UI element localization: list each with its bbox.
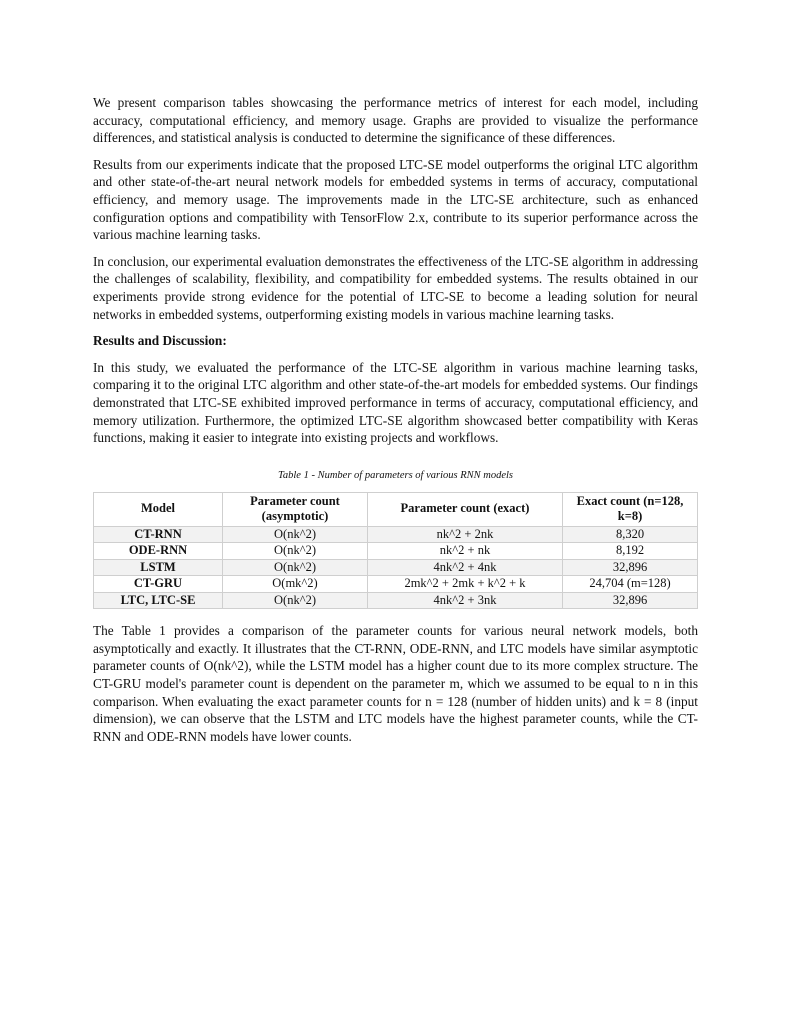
cell: O(nk^2) <box>223 559 368 576</box>
cell: O(nk^2) <box>223 592 368 609</box>
table-header: Parameter count (exact) <box>368 492 563 526</box>
cell: 4nk^2 + 3nk <box>368 592 563 609</box>
paragraph: In conclusion, our experimental evaluation demonstrates the effectiveness of the LTC-SE algorithm in addressing the challenges of scalability, flexibility, and compatibility for embedded systems. The results obtained in our experiments provide strong evidence for the potential of LTC-SE to become a leading solution for neural networks in embedded systems, outperforming existing models in various machine learning tasks. <box>93 253 698 322</box>
cell: CT-GRU <box>94 576 223 593</box>
cell: nk^2 + nk <box>368 543 563 560</box>
cell: O(mk^2) <box>223 576 368 593</box>
table-header: Exact count (n=128, k=8) <box>563 492 698 526</box>
table-header: Model <box>94 492 223 526</box>
table-row <box>94 576 698 593</box>
cell: 8,192 <box>563 543 698 560</box>
paragraph: We present comparison tables showcasing the performance metrics of interest for each model, including accuracy, computational efficiency, and memory usage. Graphs are provided to visualize the performance differences, and statistical analysis is conducted to determine the significance of these differences. <box>93 95 698 146</box>
paragraph: The Table 1 provides a comparison of the parameter counts for various neural network models, both asymptotically and exactly. It illustrates that the CT-RNN, ODE-RNN, and LTC models have similar asymptotic parameter counts of O(nk^2), while the LSTM model has a higher count due to its more complex structure. The CT-GRU model's parameter count is dependent on the parameter m, which we assumed to be equal to n in this comparison. When evaluating the exact parameter counts for n = 128 (number of hidden units) and k = 8 (input dimension), we can observe that the LSTM and LTC models have the highest parameter counts, while the CT-RNN and ODE-RNN models have lower counts. <box>93 623 698 744</box>
table-row <box>94 526 698 543</box>
parameters-table <box>93 492 698 610</box>
cell: 2mk^2 + 2mk + k^2 + k <box>368 576 563 593</box>
table-header: Parameter count (asymptotic) <box>223 492 368 526</box>
cell: 24,704 (m=128) <box>563 576 698 593</box>
cell: 8,320 <box>563 526 698 543</box>
paragraph: In this study, we evaluated the performance of the LTC-SE algorithm in various machine learning tasks, comparing it to the original LTC algorithm and other state-of-the-art models for embedded systems. Our findings demonstrated that LTC-SE exhibited improved performance in terms of accuracy, computational efficiency, and memory utilization. Furthermore, the optimized LTC-SE algorithm showcased better compatibility with Keras functions, making it easier to integrate into existing projects and workflows. <box>93 359 698 446</box>
cell: 4nk^2 + 4nk <box>368 559 563 576</box>
cell: LTC, LTC-SE <box>94 592 223 609</box>
cell: ODE-RNN <box>94 543 223 560</box>
cell: LSTM <box>94 559 223 576</box>
cell: nk^2 + 2nk <box>368 526 563 543</box>
paragraph: Results from our experiments indicate that the proposed LTC-SE model outperforms the original LTC algorithm and other state-of-the-art neural network models for embedded systems in terms of accuracy, computational efficiency, and memory usage. The improvements made in the LTC-SE architecture, such as enhanced configuration options and compatibility with TensorFlow 2.x, contribute to its superior performance across the various machine learning tasks. <box>93 156 698 243</box>
table-caption: Table 1 - Number of parameters of various RNN models <box>278 469 513 481</box>
cell: 32,896 <box>563 592 698 609</box>
table-row <box>94 543 698 560</box>
cell: O(nk^2) <box>223 526 368 543</box>
cell: 32,896 <box>563 559 698 576</box>
table-row <box>94 592 698 609</box>
section-heading: Results and Discussion: <box>93 333 227 349</box>
table-header-row <box>94 492 698 526</box>
cell: O(nk^2) <box>223 543 368 560</box>
cell: CT-RNN <box>94 526 223 543</box>
table-row <box>94 559 698 576</box>
